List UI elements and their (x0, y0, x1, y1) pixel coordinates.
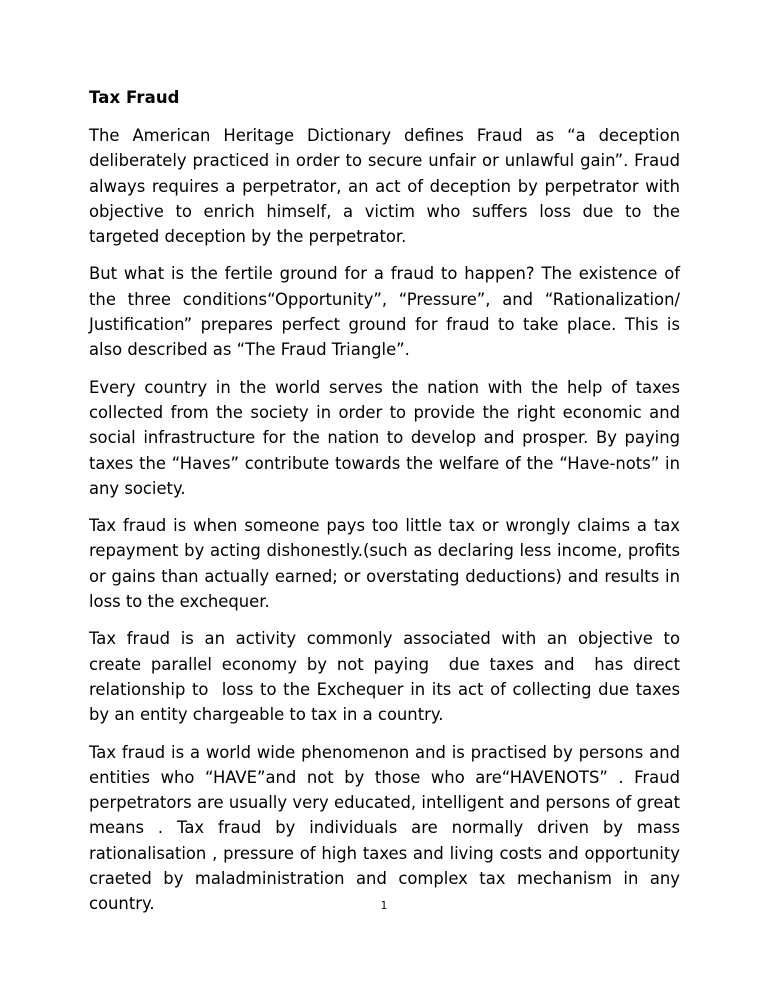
paragraph-1: The American Heritage Dictionary defines Fraud as “a deception deliberately practiced in order to secure unfair or unlawful gain”. Fraud always requires a perpetrator, an act of deception by perpetrator with objective to enrich himself, a victim who suffers loss due to the targeted deception by the perpetrator. (89, 126, 686, 247)
paragraph-6: Tax fraud is a world wide phenomenon and is practised by persons and entities who “HAVE”and not by those who are“HAVENOTS” . Fraud perpetrators are usually very educated, intelligent and persons of great means . Tax fraud by individuals are normally driven by mass rationalisation , pressure of high taxes and living costs and opportunity craeted by maladministration and complex tax mechanism in any country. (89, 742, 691, 914)
paragraph-3: Every country in the world serves the nation with the help of taxes collected from the society in order to provide the right economic and social infrastructure for the nation to develop and prosper. By paying taxes the “Haves” contribute towards the welfare of the “Have-nots” in any society. (89, 377, 686, 498)
document-body (89, 86, 691, 917)
paragraph-4: Tax fraud is when someone pays too little tax or wrongly claims a tax repayment by acting dishonestly.(such as declaring less income, profits or gains than actually earned; or overstating deductions) and results in loss to the exchequer. (89, 516, 686, 612)
paragraph-5: Tax fraud is an activity commonly associated with an objective to create parallel economy by not paying due taxes and has direct relationship to loss to the Exchequer in its act of collecting due taxes by an entity chargeable to tax in a country. (89, 629, 691, 725)
paragraph-2: But what is the fertile ground for a fraud to happen? The existence of the three conditions“Opportunity”, “Pressure”, and “Rationalization/ Justification” prepares perfect ground for fraud to take place. This is also described as “The Fraud Triangle”. (89, 264, 686, 360)
page-title: Tax Fraud (89, 88, 180, 107)
page-number-footer: 1 (380, 900, 388, 912)
